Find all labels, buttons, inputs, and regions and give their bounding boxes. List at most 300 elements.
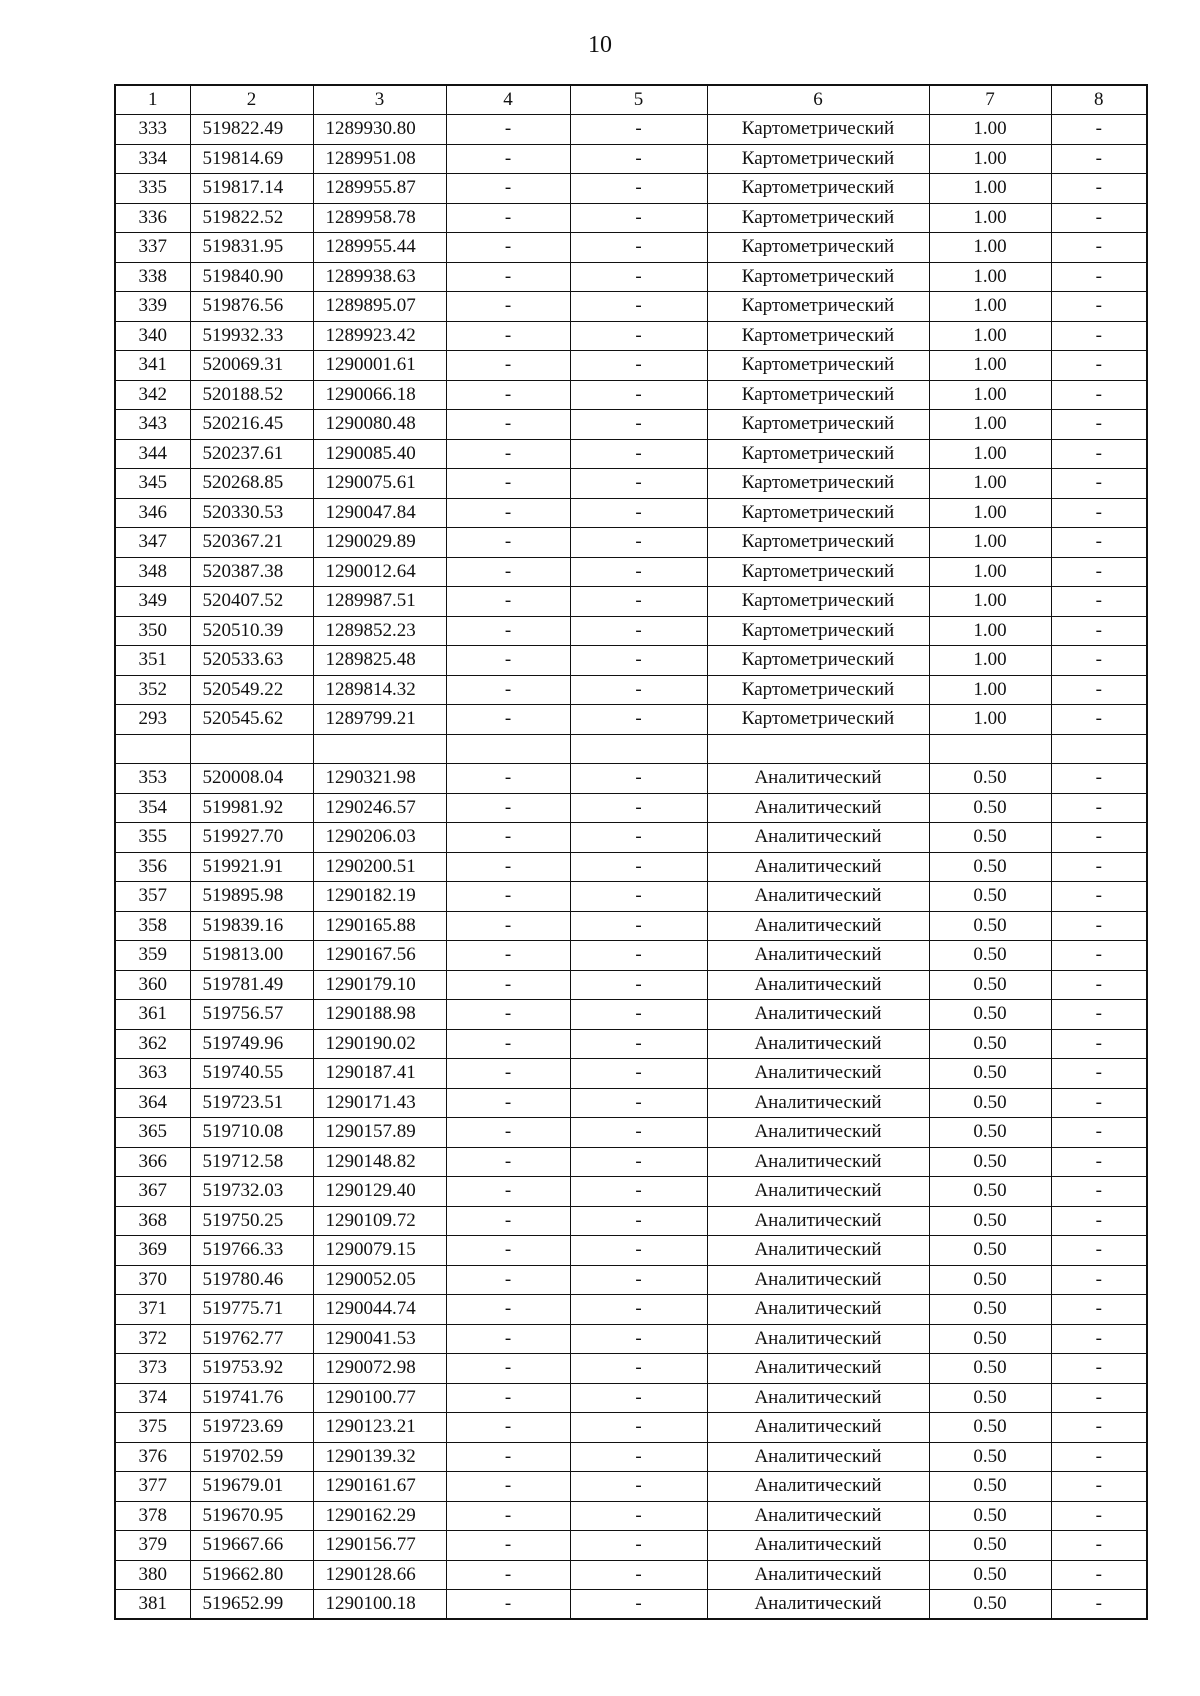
cell-col-5: - — [570, 1000, 707, 1030]
cell-accuracy: 1.00 — [929, 616, 1051, 646]
cell-method: Аналитический — [707, 823, 929, 853]
cell-point-number: 368 — [115, 1206, 190, 1236]
cell-y-coordinate: 1290162.29 — [313, 1501, 446, 1531]
cell-accuracy: 1.00 — [929, 410, 1051, 440]
cell-col-8: - — [1051, 1000, 1147, 1030]
cell-accuracy: 0.50 — [929, 1501, 1051, 1531]
cell-x-coordinate: 519840.90 — [190, 262, 313, 292]
cell-col-4: - — [446, 144, 570, 174]
cell-method: Картометрический — [707, 616, 929, 646]
cell-col-4: - — [446, 646, 570, 676]
cell-x-coordinate: 519741.76 — [190, 1383, 313, 1413]
coordinates-table — [114, 84, 1148, 1620]
cell-point-number: 370 — [115, 1265, 190, 1295]
cell-point-number — [115, 734, 190, 764]
cell-col-5: - — [570, 1147, 707, 1177]
cell-point-number: 362 — [115, 1029, 190, 1059]
cell-col-5: - — [570, 1324, 707, 1354]
cell-col-8: - — [1051, 1413, 1147, 1443]
cell-col-8 — [1051, 734, 1147, 764]
cell-accuracy: 1.00 — [929, 233, 1051, 263]
cell-method: Аналитический — [707, 1324, 929, 1354]
cell-point-number: 335 — [115, 174, 190, 204]
cell-col-4: - — [446, 1088, 570, 1118]
cell-col-5: - — [570, 616, 707, 646]
cell-col-8: - — [1051, 498, 1147, 528]
cell-col-5: - — [570, 174, 707, 204]
cell-col-8: - — [1051, 1590, 1147, 1620]
cell-col-8: - — [1051, 1206, 1147, 1236]
cell-y-coordinate: 1290139.32 — [313, 1442, 446, 1472]
column-header-1: 1 — [115, 85, 190, 115]
cell-col-5: - — [570, 498, 707, 528]
cell-method: Аналитический — [707, 970, 929, 1000]
cell-col-8: - — [1051, 1442, 1147, 1472]
table-row — [115, 292, 1147, 322]
cell-x-coordinate: 519732.03 — [190, 1177, 313, 1207]
cell-y-coordinate: 1290148.82 — [313, 1147, 446, 1177]
cell-col-4: - — [446, 911, 570, 941]
cell-x-coordinate: 519749.96 — [190, 1029, 313, 1059]
table-row — [115, 1118, 1147, 1148]
cell-col-8: - — [1051, 1059, 1147, 1089]
cell-x-coordinate — [190, 734, 313, 764]
cell-accuracy: 0.50 — [929, 1265, 1051, 1295]
cell-y-coordinate: 1290079.15 — [313, 1236, 446, 1266]
cell-col-8: - — [1051, 557, 1147, 587]
cell-col-8: - — [1051, 1472, 1147, 1502]
cell-col-5: - — [570, 705, 707, 735]
table-row — [115, 1383, 1147, 1413]
table-row — [115, 410, 1147, 440]
cell-x-coordinate: 519756.57 — [190, 1000, 313, 1030]
table-row — [115, 823, 1147, 853]
cell-col-5: - — [570, 1177, 707, 1207]
cell-col-5: - — [570, 764, 707, 794]
cell-x-coordinate: 519780.46 — [190, 1265, 313, 1295]
cell-method: Аналитический — [707, 1118, 929, 1148]
cell-point-number: 376 — [115, 1442, 190, 1472]
cell-col-4: - — [446, 1442, 570, 1472]
table-row — [115, 646, 1147, 676]
cell-x-coordinate: 519662.80 — [190, 1560, 313, 1590]
cell-point-number: 338 — [115, 262, 190, 292]
cell-col-8: - — [1051, 793, 1147, 823]
cell-col-5: - — [570, 557, 707, 587]
cell-accuracy: 1.00 — [929, 321, 1051, 351]
cell-col-5: - — [570, 1590, 707, 1620]
table-row — [115, 233, 1147, 263]
cell-col-8: - — [1051, 1383, 1147, 1413]
cell-col-4: - — [446, 1059, 570, 1089]
cell-x-coordinate: 519652.99 — [190, 1590, 313, 1620]
cell-col-4: - — [446, 764, 570, 794]
cell-y-coordinate: 1289958.78 — [313, 203, 446, 233]
cell-col-5: - — [570, 1442, 707, 1472]
cell-x-coordinate: 520387.38 — [190, 557, 313, 587]
cell-x-coordinate: 520533.63 — [190, 646, 313, 676]
column-header-8: 8 — [1051, 85, 1147, 115]
table-row — [115, 1147, 1147, 1177]
cell-col-4: - — [446, 351, 570, 381]
cell-x-coordinate: 519981.92 — [190, 793, 313, 823]
cell-col-4: - — [446, 1531, 570, 1561]
cell-x-coordinate: 519667.66 — [190, 1531, 313, 1561]
cell-y-coordinate — [313, 734, 446, 764]
cell-x-coordinate: 520008.04 — [190, 764, 313, 794]
cell-accuracy: 1.00 — [929, 587, 1051, 617]
cell-col-8: - — [1051, 410, 1147, 440]
cell-accuracy: 1.00 — [929, 144, 1051, 174]
cell-x-coordinate: 519723.69 — [190, 1413, 313, 1443]
cell-y-coordinate: 1290157.89 — [313, 1118, 446, 1148]
cell-y-coordinate: 1290066.18 — [313, 380, 446, 410]
cell-accuracy: 1.00 — [929, 528, 1051, 558]
cell-method: Аналитический — [707, 1531, 929, 1561]
cell-col-4: - — [446, 852, 570, 882]
cell-col-8: - — [1051, 764, 1147, 794]
cell-col-5: - — [570, 1472, 707, 1502]
cell-method: Аналитический — [707, 1206, 929, 1236]
cell-method: Аналитический — [707, 941, 929, 971]
cell-y-coordinate: 1290246.57 — [313, 793, 446, 823]
cell-x-coordinate: 520216.45 — [190, 410, 313, 440]
cell-x-coordinate: 519813.00 — [190, 941, 313, 971]
cell-col-5: - — [570, 1560, 707, 1590]
cell-point-number: 372 — [115, 1324, 190, 1354]
cell-method: Картометрический — [707, 705, 929, 735]
cell-point-number: 371 — [115, 1295, 190, 1325]
cell-method: Аналитический — [707, 1501, 929, 1531]
cell-point-number: 354 — [115, 793, 190, 823]
page-number: 10 — [588, 32, 612, 58]
cell-method: Картометрический — [707, 203, 929, 233]
cell-x-coordinate: 519712.58 — [190, 1147, 313, 1177]
cell-point-number: 341 — [115, 351, 190, 381]
cell-x-coordinate: 519814.69 — [190, 144, 313, 174]
cell-x-coordinate: 519817.14 — [190, 174, 313, 204]
table-row — [115, 970, 1147, 1000]
cell-col-4: - — [446, 1590, 570, 1620]
cell-y-coordinate: 1290206.03 — [313, 823, 446, 853]
cell-method: Картометрический — [707, 292, 929, 322]
cell-col-5: - — [570, 1413, 707, 1443]
table-row — [115, 557, 1147, 587]
cell-y-coordinate: 1290100.18 — [313, 1590, 446, 1620]
cell-col-4: - — [446, 705, 570, 735]
cell-col-5: - — [570, 469, 707, 499]
cell-col-8: - — [1051, 1324, 1147, 1354]
cell-col-4: - — [446, 557, 570, 587]
table-row — [115, 705, 1147, 735]
column-header-3: 3 — [313, 85, 446, 115]
cell-col-5: - — [570, 233, 707, 263]
cell-col-4: - — [446, 380, 570, 410]
cell-col-4: - — [446, 233, 570, 263]
cell-col-5: - — [570, 1088, 707, 1118]
cell-col-4: - — [446, 262, 570, 292]
cell-col-4: - — [446, 1324, 570, 1354]
cell-accuracy: 0.50 — [929, 1029, 1051, 1059]
cell-method: Картометрический — [707, 144, 929, 174]
cell-col-4: - — [446, 1000, 570, 1030]
cell-accuracy: 1.00 — [929, 646, 1051, 676]
cell-accuracy: 0.50 — [929, 1442, 1051, 1472]
cell-method: Аналитический — [707, 1088, 929, 1118]
cell-y-coordinate: 1289930.80 — [313, 115, 446, 145]
cell-y-coordinate: 1289895.07 — [313, 292, 446, 322]
cell-col-8: - — [1051, 1029, 1147, 1059]
cell-col-5: - — [570, 351, 707, 381]
cell-accuracy: 0.50 — [929, 1590, 1051, 1620]
table-row — [115, 1206, 1147, 1236]
cell-col-5: - — [570, 587, 707, 617]
cell-accuracy: 0.50 — [929, 1206, 1051, 1236]
cell-x-coordinate: 519822.52 — [190, 203, 313, 233]
cell-x-coordinate: 519781.49 — [190, 970, 313, 1000]
cell-col-8: - — [1051, 351, 1147, 381]
table-body — [115, 85, 1147, 1619]
table-row — [115, 380, 1147, 410]
cell-y-coordinate: 1290187.41 — [313, 1059, 446, 1089]
cell-x-coordinate: 520545.62 — [190, 705, 313, 735]
cell-point-number: 364 — [115, 1088, 190, 1118]
table-row — [115, 498, 1147, 528]
cell-col-8: - — [1051, 1236, 1147, 1266]
cell-col-5: - — [570, 115, 707, 145]
table-row — [115, 203, 1147, 233]
cell-point-number: 339 — [115, 292, 190, 322]
cell-col-8: - — [1051, 1147, 1147, 1177]
cell-col-5: - — [570, 646, 707, 676]
table-header-row — [115, 85, 1147, 115]
cell-method: Аналитический — [707, 1265, 929, 1295]
cell-col-4: - — [446, 793, 570, 823]
cell-accuracy: 1.00 — [929, 469, 1051, 499]
cell-accuracy: 0.50 — [929, 1413, 1051, 1443]
cell-accuracy: 1.00 — [929, 262, 1051, 292]
cell-accuracy: 0.50 — [929, 911, 1051, 941]
table-row — [115, 144, 1147, 174]
cell-col-8: - — [1051, 469, 1147, 499]
cell-col-5: - — [570, 970, 707, 1000]
cell-col-4: - — [446, 321, 570, 351]
cell-method: Картометрический — [707, 115, 929, 145]
table-row — [115, 1472, 1147, 1502]
cell-accuracy: 1.00 — [929, 705, 1051, 735]
cell-col-8: - — [1051, 1501, 1147, 1531]
cell-point-number: 361 — [115, 1000, 190, 1030]
cell-accuracy: 0.50 — [929, 1472, 1051, 1502]
cell-point-number: 351 — [115, 646, 190, 676]
cell-accuracy: 0.50 — [929, 1383, 1051, 1413]
cell-col-4: - — [446, 675, 570, 705]
cell-col-8: - — [1051, 970, 1147, 1000]
table-row — [115, 1088, 1147, 1118]
cell-method: Картометрический — [707, 646, 929, 676]
cell-x-coordinate: 519831.95 — [190, 233, 313, 263]
table-row — [115, 1265, 1147, 1295]
cell-y-coordinate: 1290165.88 — [313, 911, 446, 941]
cell-col-5: - — [570, 321, 707, 351]
cell-col-8: - — [1051, 439, 1147, 469]
cell-col-4: - — [446, 1206, 570, 1236]
cell-col-8: - — [1051, 1354, 1147, 1384]
cell-method: Аналитический — [707, 1442, 929, 1472]
table-row — [115, 1177, 1147, 1207]
cell-col-8: - — [1051, 262, 1147, 292]
cell-col-5: - — [570, 262, 707, 292]
cell-point-number: 347 — [115, 528, 190, 558]
column-header-5: 5 — [570, 85, 707, 115]
cell-point-number: 375 — [115, 1413, 190, 1443]
table-row — [115, 1590, 1147, 1620]
cell-method: Аналитический — [707, 793, 929, 823]
cell-method: Картометрический — [707, 675, 929, 705]
cell-col-8: - — [1051, 941, 1147, 971]
cell-col-5: - — [570, 1206, 707, 1236]
cell-col-5: - — [570, 439, 707, 469]
cell-y-coordinate: 1290080.48 — [313, 410, 446, 440]
cell-method: Аналитический — [707, 764, 929, 794]
cell-col-4: - — [446, 1472, 570, 1502]
cell-x-coordinate: 519766.33 — [190, 1236, 313, 1266]
cell-y-coordinate: 1290001.61 — [313, 351, 446, 381]
cell-x-coordinate: 519753.92 — [190, 1354, 313, 1384]
cell-y-coordinate: 1290156.77 — [313, 1531, 446, 1561]
cell-x-coordinate: 520510.39 — [190, 616, 313, 646]
cell-accuracy: 0.50 — [929, 1324, 1051, 1354]
cell-y-coordinate: 1290179.10 — [313, 970, 446, 1000]
cell-x-coordinate: 520069.31 — [190, 351, 313, 381]
cell-x-coordinate: 519710.08 — [190, 1118, 313, 1148]
cell-point-number: 367 — [115, 1177, 190, 1207]
cell-method: Картометрический — [707, 380, 929, 410]
cell-col-4: - — [446, 174, 570, 204]
cell-col-8: - — [1051, 115, 1147, 145]
table-row — [115, 469, 1147, 499]
cell-col-4: - — [446, 1501, 570, 1531]
cell-y-coordinate: 1289923.42 — [313, 321, 446, 351]
cell-accuracy: 0.50 — [929, 1147, 1051, 1177]
column-header-6: 6 — [707, 85, 929, 115]
cell-method: Картометрический — [707, 351, 929, 381]
table-row — [115, 528, 1147, 558]
cell-x-coordinate: 519775.71 — [190, 1295, 313, 1325]
cell-accuracy: 0.50 — [929, 1531, 1051, 1561]
cell-point-number: 379 — [115, 1531, 190, 1561]
cell-y-coordinate: 1290190.02 — [313, 1029, 446, 1059]
cell-x-coordinate: 519876.56 — [190, 292, 313, 322]
cell-method: Аналитический — [707, 1295, 929, 1325]
cell-accuracy: 1.00 — [929, 292, 1051, 322]
cell-y-coordinate: 1290188.98 — [313, 1000, 446, 1030]
cell-col-8: - — [1051, 1531, 1147, 1561]
cell-col-5: - — [570, 852, 707, 882]
cell-accuracy: 1.00 — [929, 498, 1051, 528]
cell-col-8: - — [1051, 587, 1147, 617]
cell-col-8: - — [1051, 823, 1147, 853]
cell-y-coordinate: 1290200.51 — [313, 852, 446, 882]
table-row — [115, 1059, 1147, 1089]
cell-col-4: - — [446, 1265, 570, 1295]
cell-accuracy: 0.50 — [929, 764, 1051, 794]
cell-x-coordinate: 519670.95 — [190, 1501, 313, 1531]
cell-point-number: 358 — [115, 911, 190, 941]
table-row — [115, 852, 1147, 882]
table-row — [115, 764, 1147, 794]
cell-col-5: - — [570, 1118, 707, 1148]
cell-x-coordinate: 520330.53 — [190, 498, 313, 528]
table-row — [115, 793, 1147, 823]
cell-method: Картометрический — [707, 262, 929, 292]
cell-accuracy: 0.50 — [929, 1354, 1051, 1384]
cell-y-coordinate: 1290072.98 — [313, 1354, 446, 1384]
cell-point-number: 369 — [115, 1236, 190, 1266]
cell-col-4: - — [446, 1560, 570, 1590]
cell-col-8: - — [1051, 174, 1147, 204]
cell-col-8: - — [1051, 144, 1147, 174]
table-row — [115, 1531, 1147, 1561]
cell-col-5: - — [570, 941, 707, 971]
cell-x-coordinate: 520367.21 — [190, 528, 313, 558]
cell-y-coordinate: 1290100.77 — [313, 1383, 446, 1413]
cell-accuracy: 0.50 — [929, 1118, 1051, 1148]
cell-col-8: - — [1051, 1177, 1147, 1207]
cell-col-4: - — [446, 1383, 570, 1413]
cell-col-4: - — [446, 469, 570, 499]
cell-x-coordinate: 520237.61 — [190, 439, 313, 469]
cell-col-5: - — [570, 1295, 707, 1325]
cell-y-coordinate: 1289799.21 — [313, 705, 446, 735]
cell-point-number: 340 — [115, 321, 190, 351]
cell-method: Картометрический — [707, 174, 929, 204]
cell-method: Картометрический — [707, 321, 929, 351]
cell-col-8: - — [1051, 203, 1147, 233]
cell-method — [707, 734, 929, 764]
table-row — [115, 1442, 1147, 1472]
cell-method: Картометрический — [707, 557, 929, 587]
cell-col-8: - — [1051, 528, 1147, 558]
cell-col-4: - — [446, 941, 570, 971]
cell-accuracy: 0.50 — [929, 823, 1051, 853]
cell-x-coordinate: 519679.01 — [190, 1472, 313, 1502]
cell-col-8: - — [1051, 233, 1147, 263]
cell-point-number: 344 — [115, 439, 190, 469]
table-row — [115, 1000, 1147, 1030]
cell-col-4: - — [446, 528, 570, 558]
cell-accuracy: 0.50 — [929, 1000, 1051, 1030]
cell-method: Картометрический — [707, 410, 929, 440]
cell-accuracy: 0.50 — [929, 852, 1051, 882]
cell-method: Картометрический — [707, 469, 929, 499]
cell-point-number: 337 — [115, 233, 190, 263]
cell-accuracy: 0.50 — [929, 1295, 1051, 1325]
cell-point-number: 378 — [115, 1501, 190, 1531]
cell-point-number: 336 — [115, 203, 190, 233]
cell-point-number: 373 — [115, 1354, 190, 1384]
cell-col-8: - — [1051, 675, 1147, 705]
cell-col-5: - — [570, 528, 707, 558]
table-row — [115, 115, 1147, 145]
cell-col-4: - — [446, 1236, 570, 1266]
cell-col-5: - — [570, 1531, 707, 1561]
cell-col-4: - — [446, 498, 570, 528]
cell-col-4: - — [446, 1295, 570, 1325]
cell-point-number: 357 — [115, 882, 190, 912]
table-row — [115, 439, 1147, 469]
table-row — [115, 1354, 1147, 1384]
